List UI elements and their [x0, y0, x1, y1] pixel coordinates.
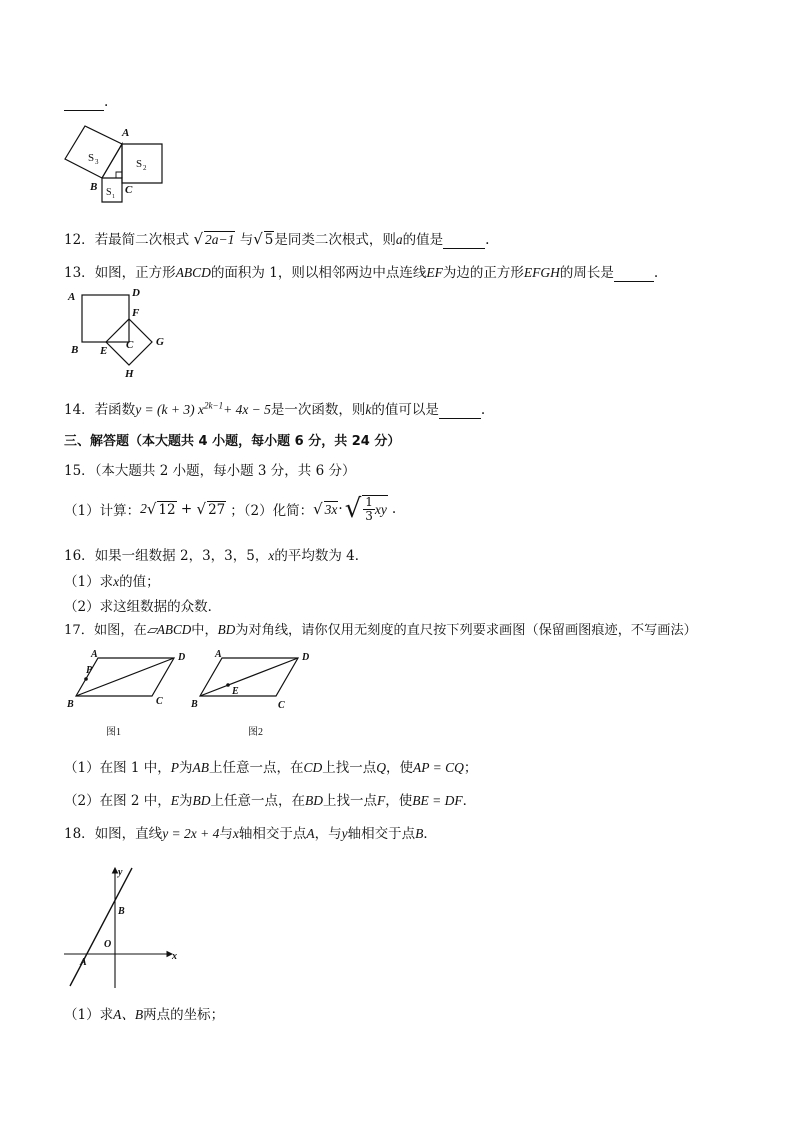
label-B-2: B	[191, 699, 198, 710]
label-B: B	[71, 344, 79, 356]
label-A-2: A	[215, 649, 222, 660]
radical-2a-1: 2a−1	[205, 232, 235, 247]
question-15: 15．（本大题共 2 小题，每小题 3 分，共 6 分）	[64, 463, 356, 479]
point-P	[84, 677, 88, 681]
section-3-heading: 三、解答题（本大题共 4 小题，每小题 6 分，共 24 分）	[64, 434, 401, 449]
label-B: B	[90, 181, 98, 193]
label-A: A	[80, 957, 87, 968]
label-G: G	[156, 336, 164, 348]
radical-third-xy: $\frac{1}{3}$ xy	[362, 495, 388, 523]
label-S3: S	[88, 152, 95, 164]
radical-27: 27	[208, 501, 226, 518]
exponent: 2k−1	[204, 400, 224, 411]
caption-fig2: 图2	[248, 727, 263, 738]
label-x: x	[172, 951, 177, 962]
question-16-part-2: （2）求这组数据的众数．	[64, 599, 222, 615]
label-O: O	[104, 939, 112, 950]
prev-question-blank	[64, 94, 108, 111]
label-S2-sub: 2	[143, 164, 147, 172]
label-C: C	[126, 339, 134, 351]
answer-blank	[443, 232, 485, 249]
label-S1: S	[106, 187, 112, 198]
figure-17-parallelograms	[62, 646, 332, 742]
radical-12: 12	[158, 501, 176, 518]
question-18-part-1: （1）求A、B两点的坐标；	[64, 1007, 225, 1023]
label-S1-sub: 1	[112, 194, 115, 200]
right-angle-mark	[116, 172, 122, 178]
label-B: B	[118, 906, 125, 917]
figure-18-line-graph	[60, 864, 190, 992]
point-E	[226, 683, 230, 687]
formula-part: y = (k + 3) x	[135, 402, 204, 417]
label-B: B	[67, 699, 74, 710]
label-D: D	[178, 652, 186, 663]
answer-blank	[439, 402, 481, 419]
question-13: 13．如图，正方形ABCD的面积为 1，则以相邻两边中点连线EF为边的正方形EFGH的周长是 .	[64, 265, 659, 281]
radical-3x: 3x	[324, 501, 338, 517]
label-E: E	[100, 345, 108, 357]
caption-fig1: 图1	[106, 727, 121, 738]
label-A: A	[122, 127, 130, 139]
question-17-part-2: （2）在图 2 中，E为BD上任意一点，在BD上找一点F，使BE = DF．	[64, 793, 477, 809]
label-D: D	[132, 287, 140, 299]
label-C: C	[156, 696, 163, 707]
question-17-part-1: （1）在图 1 中，P为AB上任意一点，在CD上找一点Q，使AP = CQ；	[64, 760, 478, 776]
question-18: 18．如图，直线y = 2x + 4与x轴相交于点A，与y轴相交于点B．	[64, 826, 437, 842]
question-17: 17．如图，在▱ABCD中，BD为对角线，请你仅用无刻度的直尺按下列要求画图（保留画图痕迹，不写画法）	[64, 622, 697, 638]
label-E: E	[232, 686, 239, 697]
question-12: 12．若最简二次根式 √ 2a−1 与√ 5是同类二次根式，则a的值是 .	[64, 230, 490, 248]
question-15-parts: （1）计算： 2 √ 12 + √ 27 ；（2）化简： √ 3x · √ $\frac{1}{3}$ xy .	[64, 494, 397, 524]
label-S2: S	[136, 158, 143, 170]
label-y: y	[118, 867, 123, 878]
figure-nested-squares	[62, 283, 172, 381]
question-16: 16．如果一组数据 2，3，3，5，x的平均数为 4．	[64, 548, 369, 564]
label-A: A	[68, 291, 76, 303]
figure-pythagorean-squares	[60, 122, 170, 206]
question-16-part-1: （1）求x的值；	[64, 574, 160, 590]
label-C-2: C	[278, 700, 285, 711]
label-P: P	[86, 665, 93, 676]
radical-5: 5	[264, 232, 274, 248]
label-F: F	[132, 307, 140, 319]
period: .	[104, 94, 109, 110]
label-C: C	[125, 184, 133, 196]
answer-blank	[614, 265, 654, 282]
label-D-2: D	[302, 652, 310, 663]
label-S3-sub: 3	[95, 158, 99, 166]
label-H: H	[125, 368, 134, 380]
line-y-2x-4	[70, 868, 132, 986]
label-A: A	[91, 649, 98, 660]
question-14: 14．若函数y = (k + 3) $x^{2k-1}+ 4x - 5$是一次函数，则k的值可以是 .	[64, 400, 486, 418]
